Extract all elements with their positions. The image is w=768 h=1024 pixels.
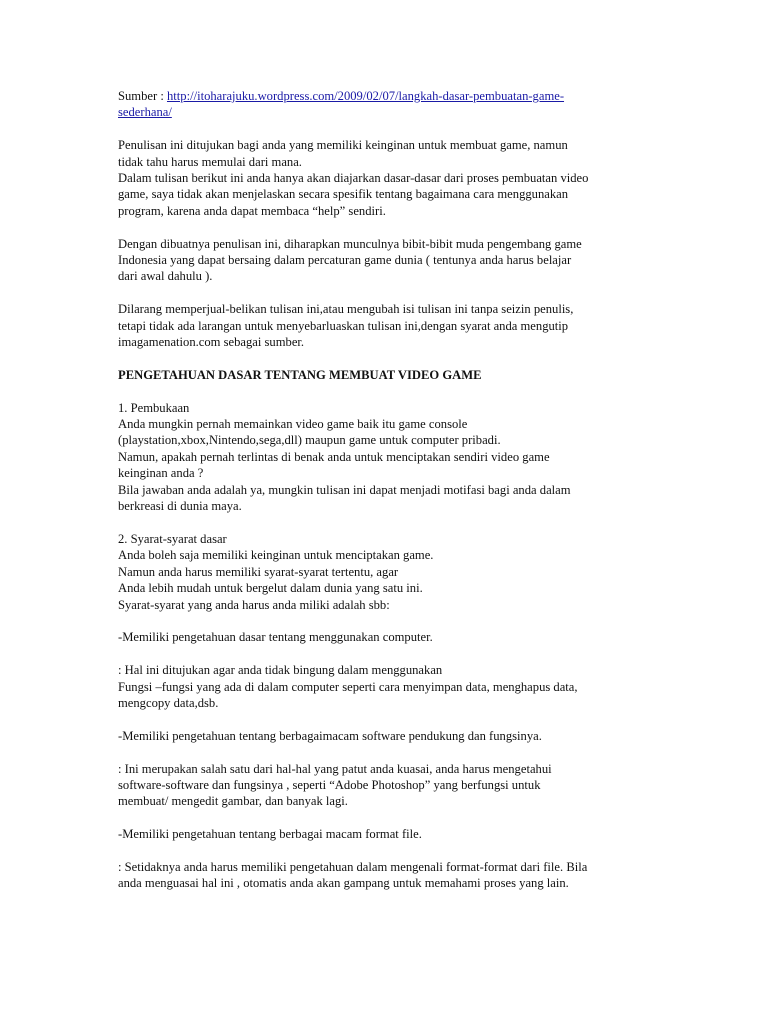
notice-line: Dilarang memperjual-belikan tulisan ini,atau mengubah isi tulisan ini tanpa seizin penulis, [118, 302, 574, 317]
intro-line: game, saya tidak akan menjelaskan secara spesifik tentang bagaimana cara menggunakan [118, 187, 569, 202]
section2-line: Namun anda harus memiliki syarat-syarat tertentu, agar [118, 564, 399, 579]
requirement-1-detail-paragraph [118, 662, 648, 711]
section-1-paragraph [118, 400, 648, 515]
req3-detail-line: anda menguasai hal ini , otomatis anda akan gampang untuk memahami proses yang lain. [118, 876, 569, 891]
req2-detail-line: membuat/ mengedit gambar, dan banyak lagi. [118, 794, 348, 809]
section2-line: 2. Syarat-syarat dasar [118, 531, 227, 546]
section-2-paragraph [118, 531, 648, 613]
requirement-3-detail-paragraph [118, 859, 648, 892]
heading-paragraph [118, 367, 648, 383]
section1-line: 1. Pembukaan [118, 400, 190, 415]
requirement-2-paragraph [118, 728, 648, 744]
requirement-3-paragraph [118, 826, 648, 842]
requirement-2-detail-paragraph [118, 761, 648, 810]
intro-line: tidak tahu harus memulai dari mana. [118, 154, 302, 169]
req2-detail-line: : Ini merupakan salah satu dari hal-hal yang patut anda kuasai, anda harus mengetahui [118, 761, 552, 776]
source-link-part-1[interactable]: http://itoharajuku.wordpress.com/2009/02/07/langkah-dasar-pembuatan-game- [166, 89, 565, 103]
intro-line: Penulisan ini ditujukan bagi anda yang memiliki keinginan untuk membuat game, namun [118, 138, 568, 153]
section1-line: keinginan anda ? [118, 466, 204, 481]
source-line-1 [118, 88, 648, 104]
notice-line: tetapi tidak ada larangan untuk menyebarluaskan tulisan ini,dengan syarat anda mengutip [118, 318, 569, 333]
intro-paragraph [118, 137, 648, 219]
source-paragraph [118, 88, 648, 121]
requirement-1-paragraph [118, 629, 648, 645]
section1-line: Bila jawaban anda adalah ya, mungkin tulisan ini dapat menjadi motifasi bagi anda dalam [118, 482, 571, 497]
section1-line: (playstation,xbox,Nintendo,sega,dll) maupun game untuk computer pribadi. [118, 433, 501, 448]
source-line-2 [118, 104, 648, 120]
hope-line: Indonesia yang dapat bersaing dalam percaturan game dunia ( tentunya anda harus belajar [118, 253, 572, 268]
req1-detail-line: Fungsi –fungsi yang ada di dalam computer seperti cara menyimpan data, menghapus data, [118, 679, 578, 694]
req2-detail-line: software-software dan fungsinya , seperti “Adobe Photoshop” yang berfungsi untuk [118, 777, 541, 792]
source-link-part-2[interactable]: sederhana/ [118, 105, 172, 120]
section2-line: Anda boleh saja memiliki keinginan untuk menciptakan game. [118, 548, 434, 563]
intro-line: program, karena anda dapat membaca “help” sendiri. [118, 203, 386, 218]
section-heading: PENGETAHUAN DASAR TENTANG MEMBUAT VIDEO GAME [118, 367, 482, 382]
section1-line: Anda mungkin pernah memainkan video game baik itu game console [118, 417, 468, 432]
req3-line: -Memiliki pengetahuan tentang berbagai macam format file. [118, 827, 422, 842]
notice-line: imagamenation.com sebagai sumber. [118, 335, 305, 350]
hope-line: dari awal dahulu ). [118, 269, 213, 284]
section1-line: berkreasi di dunia maya. [118, 499, 242, 514]
notice-paragraph [118, 301, 648, 350]
section2-line: Syarat-syarat yang anda harus anda miliki adalah sbb: [118, 597, 390, 612]
document-page [118, 88, 648, 908]
intro-line: Dalam tulisan berikut ini anda hanya akan diajarkan dasar-dasar dari proses pembuatan video [118, 171, 589, 186]
req1-detail-line: : Hal ini ditujukan agar anda tidak bingung dalam menggunakan [118, 663, 443, 678]
source-label: Sumber : [118, 89, 167, 103]
hope-line: Dengan dibuatnya penulisan ini, diharapkan munculnya bibit-bibit muda pengembang game [118, 236, 582, 251]
req2-line: -Memiliki pengetahuan tentang berbagaimacam software pendukung dan fungsinya. [118, 728, 542, 743]
hope-paragraph [118, 236, 648, 285]
req1-detail-line: mengcopy data,dsb. [118, 695, 219, 710]
req1-line: -Memiliki pengetahuan dasar tentang menggunakan computer. [118, 630, 433, 645]
section2-line: Anda lebih mudah untuk bergelut dalam dunia yang satu ini. [118, 581, 423, 596]
section1-line: Namun, apakah pernah terlintas di benak anda untuk menciptakan sendiri video game [118, 449, 550, 464]
req3-detail-line: : Setidaknya anda harus memiliki pengetahuan dalam mengenali format-format dari file. Bila [118, 859, 588, 874]
